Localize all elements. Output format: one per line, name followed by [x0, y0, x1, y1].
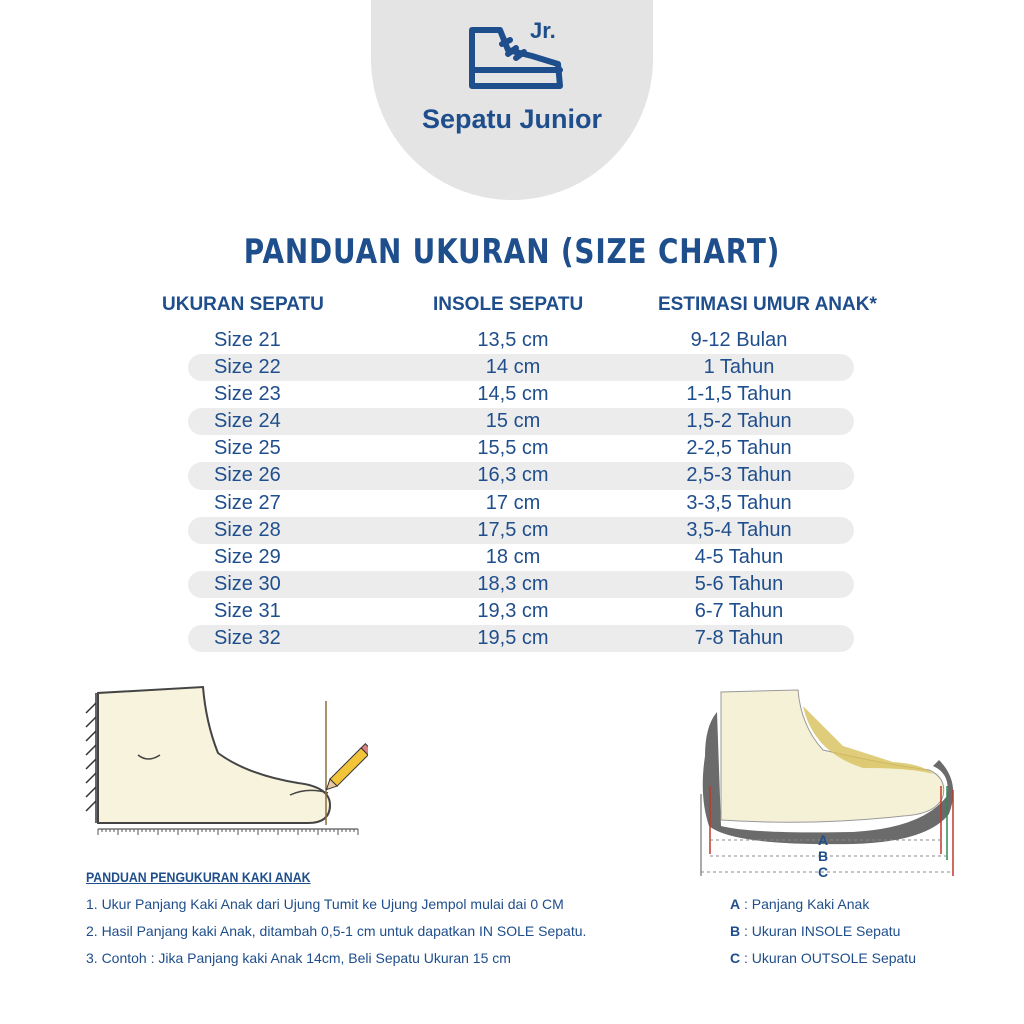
label-c: C — [817, 864, 829, 880]
age-cell: 1 Tahun — [703, 356, 775, 379]
legend-key: B — [730, 923, 741, 939]
legend-key: C — [730, 950, 741, 966]
size-cell: Size 22 — [214, 356, 281, 379]
insole-cell: 19,5 cm — [477, 627, 549, 650]
size-cell: Size 28 — [214, 518, 281, 541]
size-cell: Size 31 — [214, 599, 281, 622]
insole-cell: 16,3 cm — [477, 464, 549, 487]
age-cell: 3-3,5 Tahun — [686, 491, 792, 514]
age-cell: 1,5-2 Tahun — [686, 410, 792, 433]
size-cell: Size 21 — [214, 329, 281, 351]
size-cell: Size 30 — [214, 572, 281, 595]
table-row — [188, 490, 854, 517]
size-cell: Size 26 — [214, 464, 281, 487]
table-row — [188, 408, 854, 435]
shoe-diagram — [693, 686, 963, 886]
insole-cell: 19,3 cm — [477, 599, 549, 622]
size-cell: Size 25 — [214, 437, 281, 460]
guide-step: 1. Ukur Panjang Kaki Anak dari Ujung Tumit ke Ujung Jempol mulai dai 0 CM — [86, 896, 564, 912]
age-cell: 7-8 Tahun — [694, 627, 784, 650]
legend-text: : Ukuran OUTSOLE Sepatu — [740, 950, 916, 966]
size-cell: Size 24 — [214, 410, 281, 433]
legend-text: : Ukuran INSOLE Sepatu — [740, 923, 901, 939]
age-cell: 2-2,5 Tahun — [686, 437, 792, 460]
age-cell: 4-5 Tahun — [694, 545, 784, 568]
guide-title: PANDUAN PENGUKURAN KAKI ANAK — [86, 869, 311, 885]
label-b: B — [817, 848, 829, 864]
insole-cell: 14 cm — [485, 356, 541, 379]
table-row — [188, 381, 854, 408]
label-a: A — [817, 832, 829, 848]
foot-measure-illustration — [68, 683, 368, 843]
insole-cell: 13,5 cm — [477, 329, 549, 351]
legend-b — [730, 923, 900, 939]
insole-cell: 14,5 cm — [477, 383, 549, 406]
insole-cell: 15 cm — [485, 410, 541, 433]
legend-text: : Panjang Kaki Anak — [740, 896, 870, 912]
age-cell: 3,5-4 Tahun — [686, 518, 792, 541]
size-cell: Size 32 — [214, 627, 281, 650]
insole-cell: 17,5 cm — [477, 518, 549, 541]
table-row — [188, 625, 854, 652]
insole-cell: 17 cm — [485, 491, 541, 514]
age-cell: 5-6 Tahun — [694, 572, 784, 595]
foot-shape — [98, 687, 330, 823]
guide-step: 2. Hasil Panjang kaki Anak, ditambah 0,5-1 cm untuk dapatkan IN SOLE Sepatu. — [86, 923, 587, 939]
guide-step: 3. Contoh : Jika Panjang kaki Anak 14cm, Beli Sepatu Ukuran 15 cm — [86, 950, 511, 966]
legend-c — [730, 950, 916, 966]
size-cell: Size 27 — [214, 491, 281, 514]
age-cell: 1-1,5 Tahun — [686, 383, 792, 406]
table-row — [188, 327, 854, 354]
table-row — [188, 354, 854, 381]
legend-a — [730, 896, 869, 912]
size-table — [188, 327, 854, 652]
foot-in-shoe — [721, 690, 944, 822]
table-row — [188, 571, 854, 598]
age-cell: 6-7 Tahun — [694, 599, 784, 622]
size-cell: Size 29 — [214, 545, 281, 568]
age-cell: 9-12 Bulan — [690, 329, 788, 351]
header-age: ESTIMASI UMUR ANAK* — [658, 294, 877, 315]
table-row — [188, 462, 854, 489]
insole-cell: 18,3 cm — [477, 572, 549, 595]
insole-cell: 18 cm — [485, 545, 541, 568]
page-title: PANDUAN UKURAN (SIZE CHART) — [243, 232, 781, 272]
brand-name: Sepatu Junior — [421, 104, 603, 134]
size-cell: Size 23 — [214, 383, 281, 406]
table-row — [188, 435, 854, 462]
insole-cell: 15,5 cm — [477, 437, 549, 460]
logo-jr-text: Jr. — [530, 18, 556, 43]
pencil-icon — [323, 744, 368, 793]
header-insole: INSOLE SEPATU — [433, 294, 584, 315]
table-row — [188, 598, 854, 625]
wall-hatch — [86, 693, 96, 823]
table-row — [188, 544, 854, 571]
header-size: UKURAN SEPATU — [162, 294, 324, 315]
legend-key: A — [730, 896, 741, 912]
table-row — [188, 517, 854, 544]
age-cell: 2,5-3 Tahun — [686, 464, 792, 487]
